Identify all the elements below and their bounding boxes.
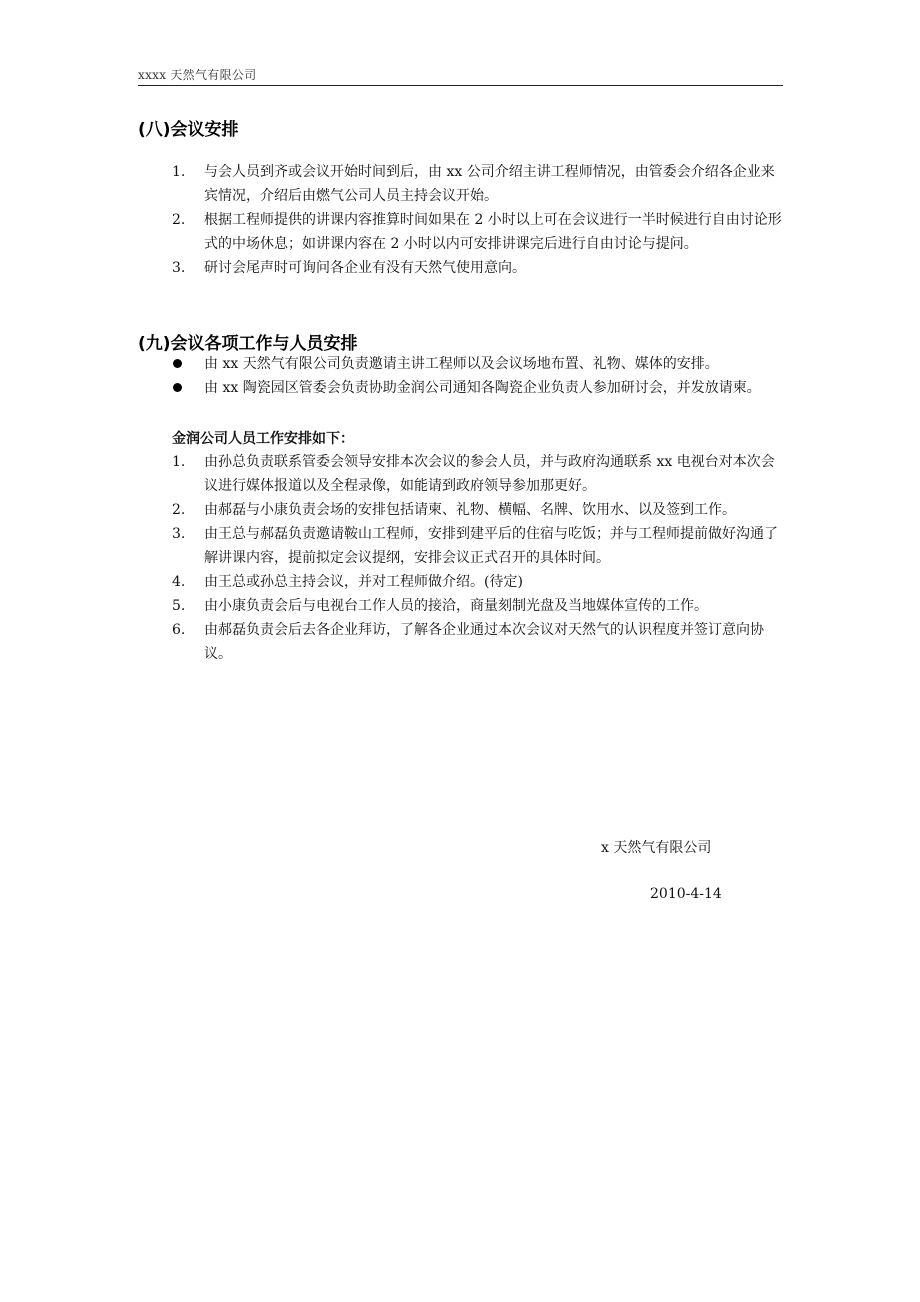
list-item: [172, 618, 784, 666]
list-item-number: 4.: [172, 574, 186, 590]
list-item: [172, 450, 784, 498]
list-item: [172, 522, 784, 570]
bullet-dot-icon: [173, 359, 182, 368]
list-item-text: 由王总或孙总主持会议，并对工程师做介绍。(待定): [204, 574, 523, 590]
list-item-number: 1.: [172, 454, 186, 470]
list-item-number: 6.: [172, 622, 186, 638]
bullet-item-text: 由 xx 陶瓷园区管委会负责协助金润公司通知各陶瓷企业负责人参加研讨会，并发放请柬。: [204, 380, 761, 396]
list-item: [172, 160, 784, 208]
list-item-number: 3.: [172, 526, 186, 542]
header-rule: [138, 85, 783, 86]
list-item-text: 由郝磊负责会后去各企业拜访，了解各企业通过本次会议对天然气的认识程度并签订意向协议。: [204, 622, 764, 662]
list-item: [172, 570, 784, 594]
section-9-title: (九)会议各项工作与人员安排: [138, 334, 358, 354]
bullet-item: [172, 352, 784, 376]
staff-arrangement-heading: 金润公司人员工作安排如下：: [172, 431, 354, 447]
list-item-number: 2.: [172, 212, 186, 228]
list-item: [172, 208, 784, 256]
list-item-text: 研讨会尾声时可询问各企业有没有天然气使用意向。: [204, 260, 526, 276]
list-item-number: 2.: [172, 502, 186, 518]
list-item-text: 由孙总负责联系管委会领导安排本次会议的参会人员，并与政府沟通联系 xx 电视台对本次会议进行媒体报道以及全程录像，如能请到政府领导参加那更好。: [204, 454, 775, 494]
section-8-title: (八)会议安排: [138, 120, 239, 140]
signature-date: 2010-4-14: [650, 886, 722, 902]
list-item-text: 根据工程师提供的讲课内容推算时间如果在 2 小时以上可在会议进行一半时候进行自由讨论形式的中场休息；如讲课内容在 2 小时以内可安排讲课完后进行自由讨论与提问。: [204, 212, 782, 252]
list-item-text: 由王总与郝磊负责邀请鞍山工程师，安排到建平后的住宿与吃饭；并与工程师提前做好沟通了解讲课内容，提前拟定会议提纲，安排会议正式召开的具体时间。: [204, 526, 778, 566]
section-8-list: [172, 160, 784, 280]
bullet-item: [172, 376, 784, 400]
list-item-text: 由小康负责会后与电视台工作人员的接洽，商量刻制光盘及当地媒体宣传的工作。: [204, 598, 708, 614]
list-item-text: 与会人员到齐或会议开始时间到后，由 xx 公司介绍主讲工程师情况，由管委会介绍各企业来宾情况，介绍后由燃气公司人员主持会议开始。: [204, 164, 775, 204]
list-item: [172, 498, 784, 522]
list-item-text: 由郝磊与小康负责会场的安排包括请柬、礼物、横幅、名牌、饮用水、以及签到工作。: [204, 502, 736, 518]
list-item-number: 1.: [172, 164, 186, 180]
list-item: [172, 256, 784, 280]
list-item-number: 3.: [172, 260, 186, 276]
list-item-number: 5.: [172, 598, 186, 614]
header-company-name: xxxx 天然气有限公司: [138, 68, 257, 82]
signature-company: x 天然气有限公司: [601, 840, 712, 856]
list-item: [172, 594, 784, 618]
bullet-dot-icon: [173, 383, 182, 392]
staff-arrangement-list: [172, 450, 784, 666]
bullet-item-text: 由 xx 天然气有限公司负责邀请主讲工程师以及会议场地布置、礼物、媒体的安排。: [204, 356, 719, 372]
section-9-bullet-list: [172, 352, 784, 400]
